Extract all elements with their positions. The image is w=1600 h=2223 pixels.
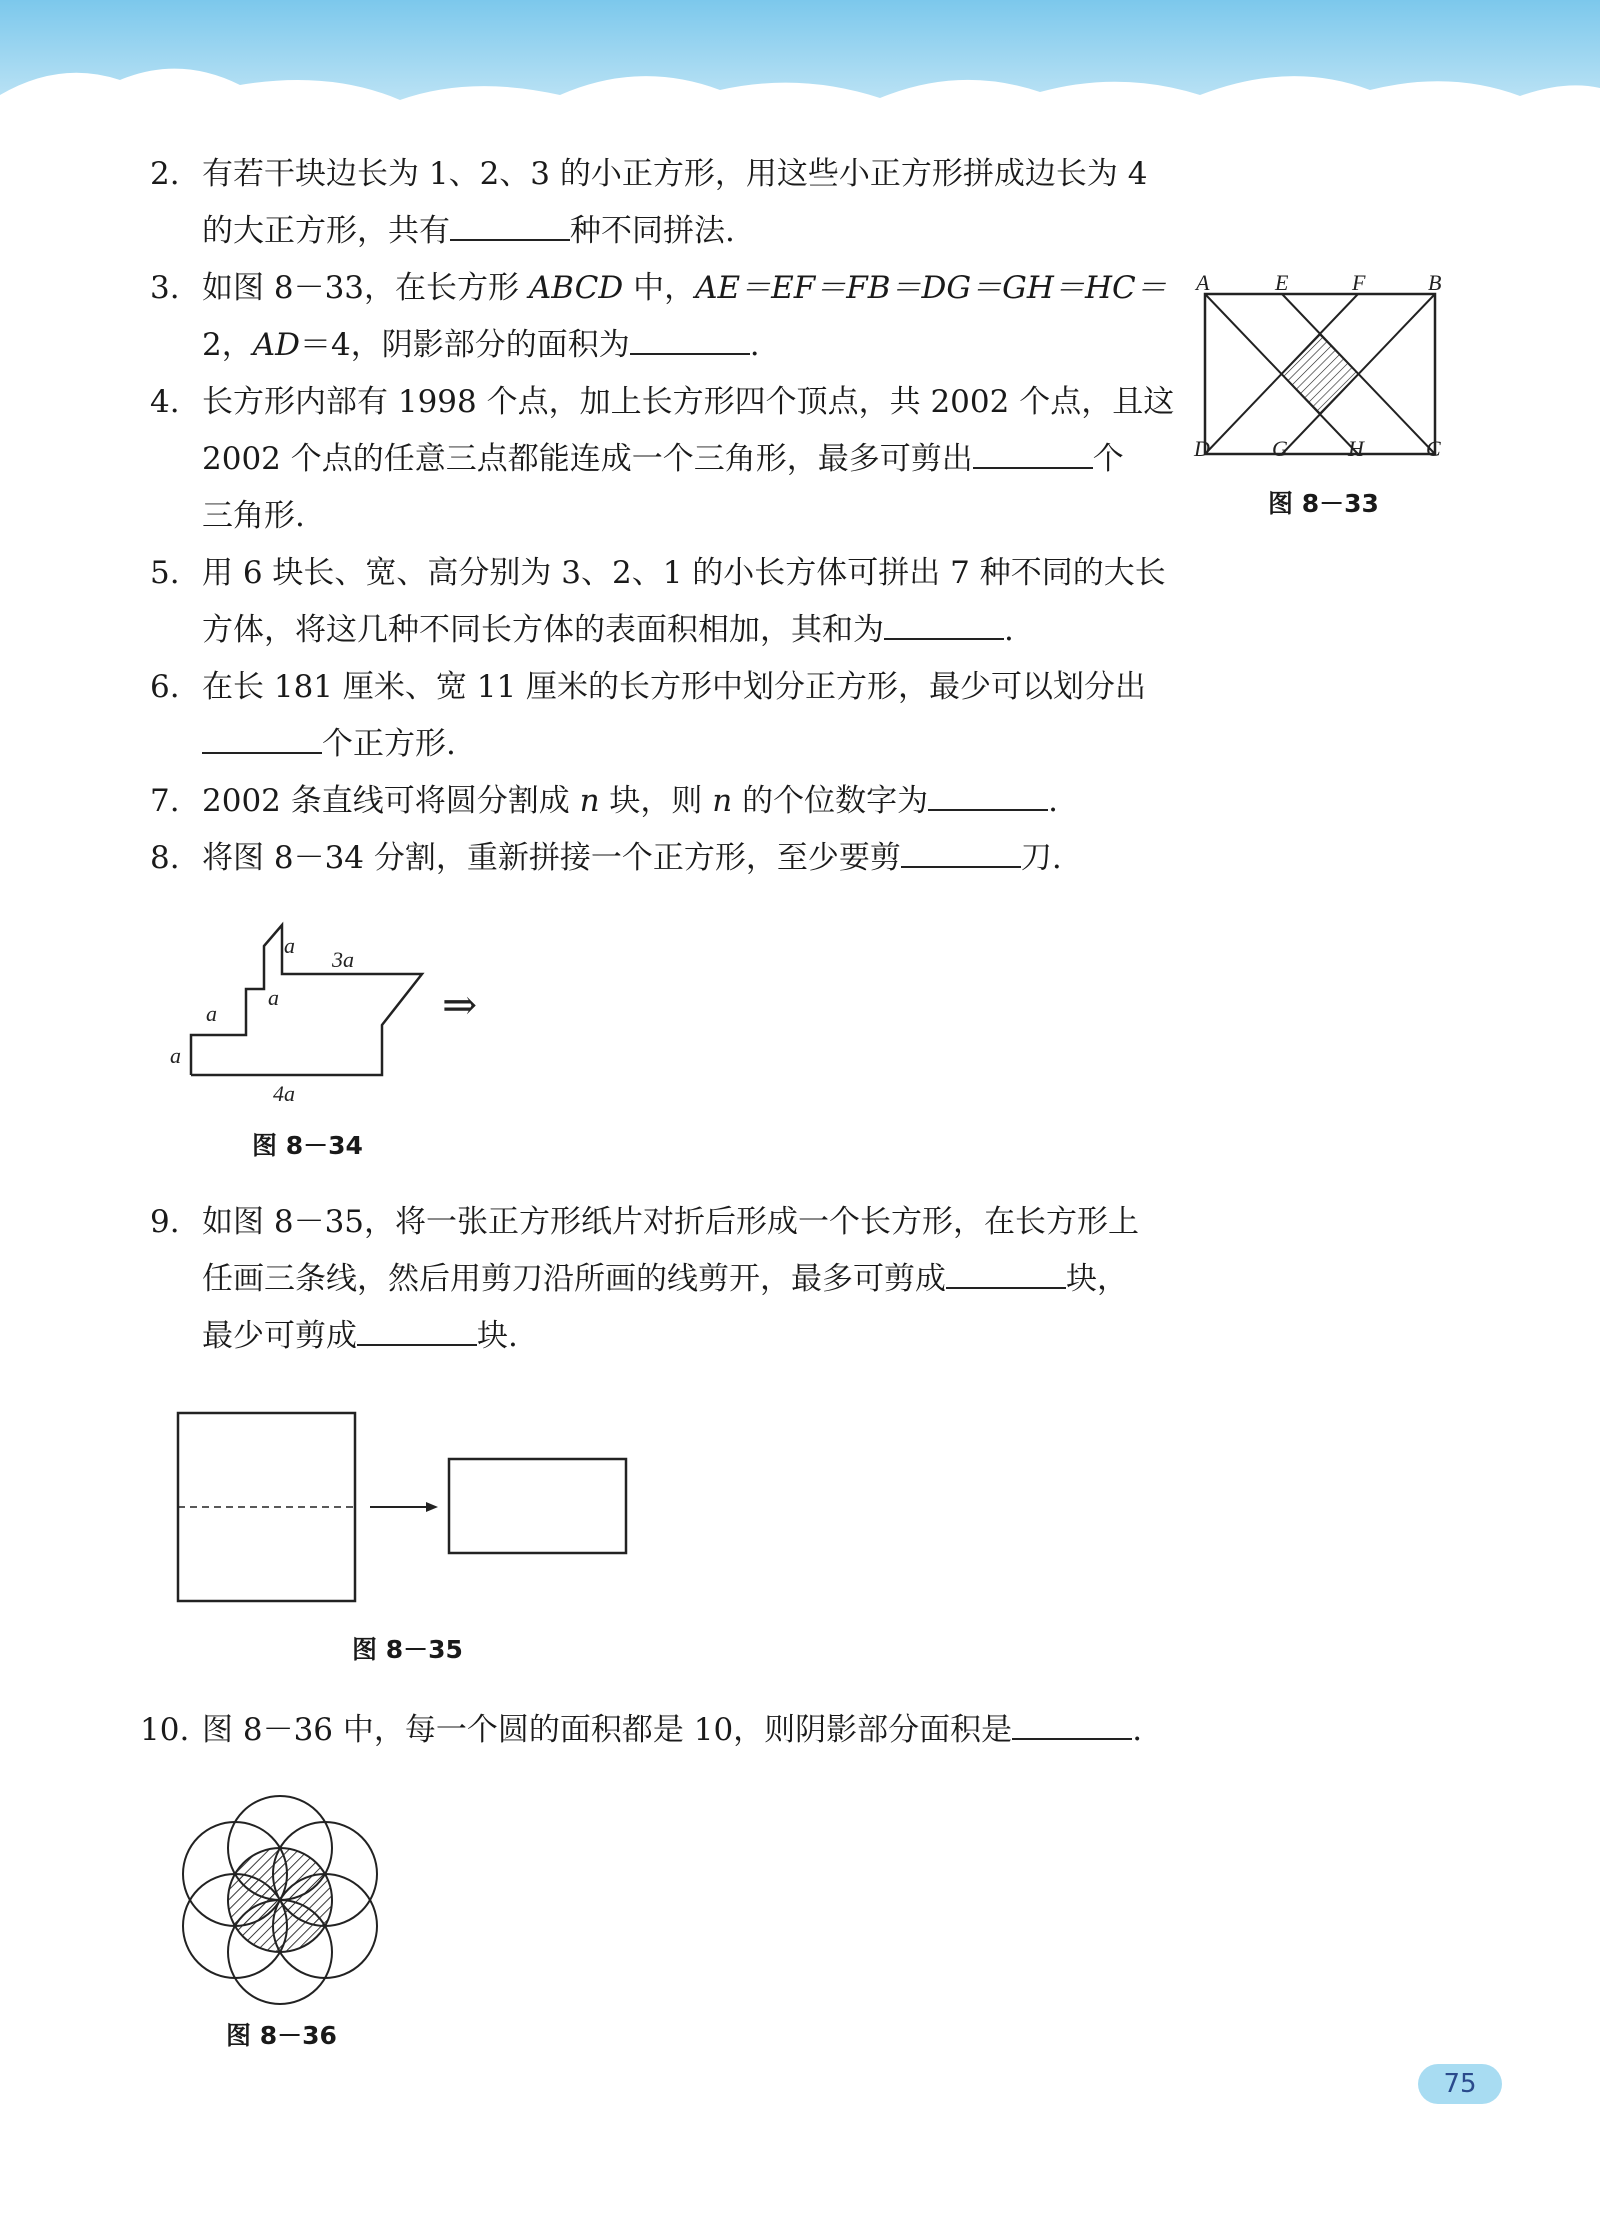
problem-number: 9. [150, 1204, 180, 1240]
answer-blank[interactable] [357, 1314, 477, 1346]
caption-8-33: 图 8－33 [1268, 489, 1379, 518]
figure-8-35 [170, 1405, 640, 1605]
problem-text: 图 8－36 中，每一个圆的面积都是 10，则阴影部分面积是 . [202, 1702, 1142, 1759]
caption-8-34: 图 8－34 [252, 1131, 363, 1160]
page-number: 75 [1418, 2064, 1502, 2104]
problem-text: 2，AD＝4，阴影部分的面积为 . [202, 317, 760, 374]
vertex-label-a: A [1196, 270, 1210, 295]
answer-blank[interactable] [946, 1257, 1066, 1289]
answer-blank[interactable] [973, 437, 1093, 469]
problem-text: 如图 8－35，将一张正方形纸片对折后形成一个长方形，在长方形上 [202, 1204, 1140, 1240]
answer-blank[interactable] [884, 608, 1004, 640]
problem-number: 5. [150, 555, 180, 591]
vertex-label-h: H [1348, 436, 1364, 461]
figure-8-34 [160, 905, 520, 1105]
double-arrow-icon: ⇒ [442, 980, 478, 1029]
answer-blank[interactable] [202, 722, 322, 754]
problem-text: 方体，将这几种不同长方体的表面积相加，其和为 . [202, 602, 1014, 659]
problem-number: 2. [150, 156, 180, 192]
vertex-label-g: G [1272, 436, 1288, 461]
edge-label: 3a [332, 947, 354, 972]
answer-blank[interactable] [630, 323, 750, 355]
problem-text: 如图 8－33，在长方形 ABCD 中，AE＝EF＝FB＝DG＝GH＝HC＝ [202, 270, 1167, 306]
problem-text: 有若干块边长为 1、2、3 的小正方形，用这些小正方形拼成边长为 4 [202, 156, 1148, 192]
problem-text: 将图 8－34 分割，重新拼接一个正方形，至少要剪 刀. [202, 830, 1062, 887]
problem-number: 3. [150, 270, 180, 306]
edge-label: a [284, 933, 295, 958]
problem-number: 8. [150, 840, 180, 876]
problem-number: 6. [150, 669, 180, 705]
problem-text: 个正方形. [202, 716, 456, 773]
answer-blank[interactable] [1012, 1708, 1132, 1740]
edge-label: a [170, 1043, 181, 1068]
problem-text: 长方形内部有 1998 个点，加上长方形四个顶点，共 2002 个点，且这 [202, 384, 1175, 420]
edge-label: a [206, 1001, 217, 1026]
edge-label: a [268, 985, 279, 1010]
arrow-right-icon [426, 1502, 438, 1512]
problem-text: 任画三条线，然后用剪刀沿所画的线剪开，最多可剪成 块， [202, 1251, 1128, 1308]
problem-text: 最少可剪成 块. [202, 1308, 518, 1365]
caption-8-35: 图 8－35 [352, 1635, 463, 1664]
problem-text: 在长 181 厘米、宽 11 厘米的长方形中划分正方形，最少可以划分出 [202, 669, 1147, 705]
problem-text: 2002 个点的任意三点都能连成一个三角形，最多可剪出 个 [202, 431, 1124, 488]
vertex-label-e: E [1275, 270, 1289, 295]
figure-8-36 [160, 1780, 400, 2020]
edge-label: 4a [273, 1081, 295, 1105]
answer-blank[interactable] [928, 779, 1048, 811]
problem-number: 10. [140, 1712, 190, 1748]
answer-blank[interactable] [901, 836, 1021, 868]
problem-text: 用 6 块长、宽、高分别为 3、2、1 的小长方体可拼出 7 种不同的大长 [202, 555, 1166, 591]
problem-number: 7. [150, 783, 180, 819]
vertex-label-c: C [1426, 436, 1441, 461]
vertex-label-b: B [1428, 270, 1442, 295]
caption-8-36: 图 8－36 [226, 2021, 337, 2050]
figure-8-33 [1190, 266, 1450, 466]
problem-text: 的大正方形，共有 种不同拼法. [202, 203, 735, 260]
vertex-label-d: D [1194, 436, 1210, 461]
sky-header-decoration [0, 0, 1600, 130]
answer-blank[interactable] [450, 209, 570, 241]
problem-text: 三角形. [202, 498, 305, 534]
vertex-label-f: F [1352, 270, 1366, 295]
problem-text: 2002 条直线可将圆分割成 n 块，则 n 的个位数字为 . [202, 773, 1058, 830]
problem-number: 4. [150, 384, 180, 420]
